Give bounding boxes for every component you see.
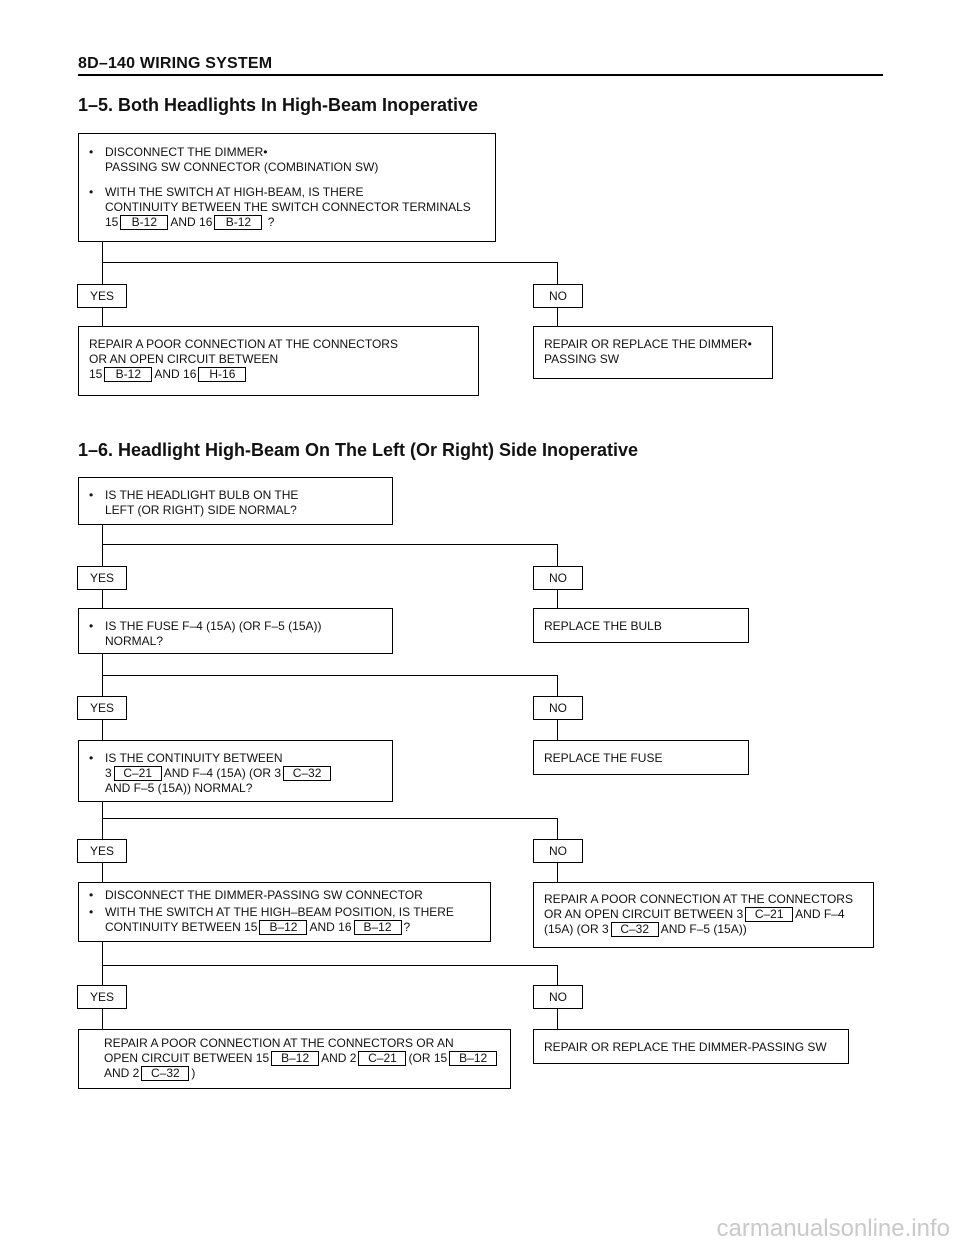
s16-no3-line1: REPAIR A POOR CONNECTION AT THE CONNECTORS bbox=[544, 892, 853, 906]
flow-line bbox=[102, 720, 103, 740]
s16-yes4-mid1: AND 2 bbox=[321, 1051, 357, 1065]
flow-line bbox=[102, 525, 103, 566]
s16-no2-text: REPLACE THE FUSE bbox=[544, 751, 663, 765]
connector-code: B-12 bbox=[104, 367, 152, 382]
s16-q2-box bbox=[78, 608, 393, 654]
connector-code: C–32 bbox=[611, 922, 659, 937]
s16-yes4-line1: REPAIR A POOR CONNECTION AT THE CONNECTORS OR AN bbox=[104, 1036, 454, 1050]
flow-line bbox=[102, 863, 103, 882]
s16-no3-line2a: OR AN OPEN CIRCUIT BETWEEN 3 bbox=[544, 907, 744, 921]
connector-code: B–12 bbox=[271, 1051, 319, 1066]
s16-no3-line2b: AND F–4 bbox=[795, 907, 845, 921]
s16-q2-line2: NORMAL? bbox=[105, 634, 164, 648]
s16-q4-line2: WITH THE SWITCH AT THE HIGH–BEAM POSITION, IS THERE bbox=[105, 905, 454, 919]
s15-yes-and: AND 16 bbox=[154, 367, 197, 381]
s16-no1-box bbox=[533, 608, 749, 643]
flow-line bbox=[102, 1009, 103, 1029]
flow-line bbox=[557, 308, 558, 326]
s16-yes4-line2a: OPEN CIRCUIT BETWEEN 15 bbox=[104, 1051, 270, 1065]
s15-q-mark: ? bbox=[267, 215, 275, 229]
connector-code: C–32 bbox=[283, 766, 331, 781]
s15-yes-line1: REPAIR A POOR CONNECTION AT THE CONNECTORS bbox=[89, 337, 398, 351]
s16-q3-mid: AND F–4 (15A) (OR 3 bbox=[163, 766, 282, 780]
s15-yes-terminal: 15 bbox=[89, 367, 103, 381]
s16-yes4-box bbox=[78, 1029, 511, 1089]
header-rule bbox=[78, 74, 883, 76]
s16-no3-box bbox=[533, 882, 874, 948]
flow-line bbox=[102, 802, 103, 839]
flow-line bbox=[102, 242, 103, 284]
s16-no1-text: REPLACE THE BULB bbox=[544, 619, 662, 633]
connector-code: B-12 bbox=[120, 215, 168, 230]
flow-line bbox=[557, 675, 558, 696]
s16-q4-line1: • DISCONNECT THE DIMMER-PASSING SW CONNECTOR bbox=[89, 888, 480, 903]
s15-q-line2: PASSING SW CONNECTOR (COMBINATION SW) bbox=[105, 160, 379, 174]
section-1-6-title: 1–6. Headlight High-Beam On The Left (Or Right) Side Inoperative bbox=[78, 440, 639, 460]
s16-q4-line3: CONTINUITY BETWEEN 15 bbox=[105, 920, 258, 934]
flow-line bbox=[102, 675, 557, 676]
no-label: NO bbox=[533, 839, 583, 863]
s16-no4-box bbox=[533, 1029, 849, 1064]
no-label: NO bbox=[533, 696, 583, 720]
s15-question-box bbox=[78, 133, 496, 242]
section-1-5-title: 1–5. Both Headlights In High-Beam Inoperative bbox=[78, 95, 479, 115]
flow-line bbox=[557, 1009, 558, 1029]
s16-yes4-line3b: ) bbox=[191, 1066, 196, 1080]
s16-q3-box bbox=[78, 740, 393, 802]
s15-q-line1: DISCONNECT THE DIMMER• bbox=[105, 145, 268, 159]
s16-q4-mark: ? bbox=[403, 920, 411, 934]
s16-no3-line3a: (15A) (OR 3 bbox=[544, 922, 609, 936]
yes-label: YES bbox=[77, 839, 127, 863]
s16-yes4-mid2: (OR 15 bbox=[408, 1051, 448, 1065]
s15-q-and: AND 16 bbox=[170, 215, 213, 229]
connector-code: H-16 bbox=[198, 367, 246, 382]
no-label: NO bbox=[533, 985, 583, 1009]
no-label: NO bbox=[533, 284, 583, 308]
s16-q4-box bbox=[78, 882, 491, 942]
flow-line bbox=[557, 544, 558, 566]
s16-q4-mid: AND 16 bbox=[309, 920, 352, 934]
flow-line bbox=[557, 262, 558, 284]
yes-label: YES bbox=[77, 696, 127, 720]
s16-q3-terminal: 3 bbox=[105, 766, 112, 780]
flow-line bbox=[102, 308, 103, 326]
s16-q1-line1: IS THE HEADLIGHT BULB ON THE bbox=[105, 488, 299, 502]
flow-line bbox=[102, 965, 557, 966]
connector-code: B–12 bbox=[354, 920, 402, 935]
s16-q1-line2: LEFT (OR RIGHT) SIDE NORMAL? bbox=[105, 503, 297, 517]
connector-code: C–21 bbox=[358, 1051, 406, 1066]
connector-code: B–12 bbox=[449, 1051, 497, 1066]
s15-no-line2: PASSING SW bbox=[544, 352, 620, 366]
no-label: NO bbox=[533, 566, 583, 590]
s16-q3-line3: AND F–5 (15A)) NORMAL? bbox=[105, 781, 253, 795]
s15-no-result-box bbox=[533, 326, 773, 379]
yes-label: YES bbox=[77, 284, 127, 308]
s16-no3-line3b: AND F–5 (15A)) bbox=[660, 922, 747, 936]
flow-line bbox=[102, 544, 557, 545]
page-header: 8D–140 WIRING SYSTEM bbox=[78, 55, 273, 72]
connector-code: B-12 bbox=[214, 215, 262, 230]
flow-line bbox=[557, 863, 558, 882]
connector-code: B–12 bbox=[259, 920, 307, 935]
s15-q-terminal: 15 bbox=[105, 215, 119, 229]
s16-q1-box bbox=[78, 477, 393, 525]
s16-yes4-line3a: AND 2 bbox=[104, 1066, 140, 1080]
yes-label: YES bbox=[77, 566, 127, 590]
flow-line bbox=[102, 818, 557, 819]
flow-line bbox=[557, 590, 558, 608]
watermark: carmanualsonline.info bbox=[716, 1215, 950, 1242]
s16-no2-box bbox=[533, 740, 749, 775]
s15-q-line4: CONTINUITY BETWEEN THE SWITCH CONNECTOR TERMINALS bbox=[105, 200, 471, 214]
s15-q-line3: WITH THE SWITCH AT HIGH-BEAM, IS THERE bbox=[105, 185, 364, 199]
flow-line bbox=[102, 262, 557, 263]
flow-line bbox=[102, 590, 103, 608]
flow-line bbox=[557, 720, 558, 740]
connector-code: C–21 bbox=[745, 907, 793, 922]
s15-yes-result-box bbox=[78, 326, 479, 396]
flow-line bbox=[557, 965, 558, 985]
s15-yes-line2: OR AN OPEN CIRCUIT BETWEEN bbox=[89, 352, 279, 366]
connector-code: C–21 bbox=[114, 766, 162, 781]
connector-code: C–32 bbox=[141, 1066, 189, 1081]
flow-line bbox=[102, 942, 103, 985]
s16-q2-line1: IS THE FUSE F–4 (15A) (OR F–5 (15A)) bbox=[105, 619, 322, 633]
s16-no4-text: REPAIR OR REPLACE THE DIMMER-PASSING SW bbox=[544, 1040, 827, 1054]
s15-no-line1: REPAIR OR REPLACE THE DIMMER• bbox=[544, 337, 752, 351]
flow-line bbox=[557, 818, 558, 839]
yes-label: YES bbox=[77, 985, 127, 1009]
s16-q3-line1: IS THE CONTINUITY BETWEEN bbox=[105, 751, 283, 765]
